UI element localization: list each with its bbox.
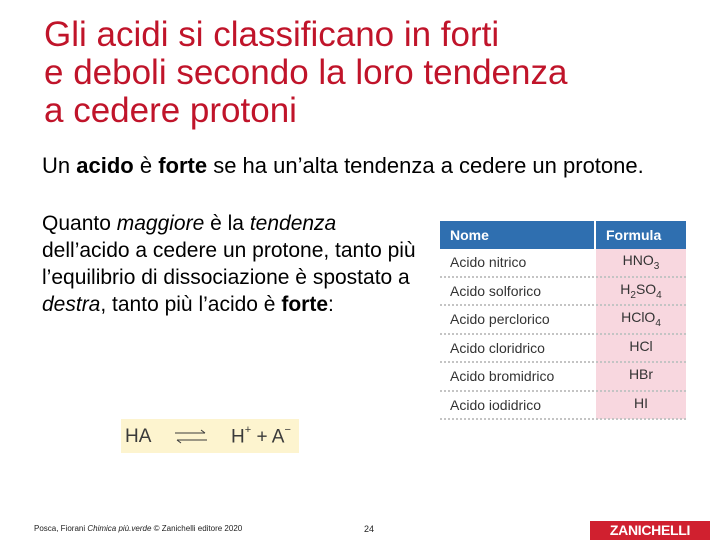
acid-formula: HCl xyxy=(595,334,686,363)
table-row xyxy=(440,362,686,391)
acid-name: Acido iodidrico xyxy=(440,391,595,420)
para-text: , tanto più l’acido è xyxy=(100,293,282,316)
table-header-row xyxy=(440,221,686,249)
zanichelli-logo: ZANICHELLI xyxy=(590,521,710,540)
acid-formula: HBr xyxy=(595,362,686,391)
para-text: dell’acido a cedere un protone, tanto più l’equilibrio di dissociazione è spostato a xyxy=(42,239,416,289)
table-row xyxy=(440,391,686,420)
equation-h-charge: + xyxy=(244,424,252,436)
intro-bold-acido: acido xyxy=(76,153,134,178)
para-bold-forte: forte xyxy=(281,293,328,316)
table-row xyxy=(440,305,686,334)
title-line: e deboli secondo la loro tendenza xyxy=(44,53,568,92)
page-number: 24 xyxy=(364,524,375,534)
footer-book-title: Chimica più.verde xyxy=(87,524,152,533)
column-header-formula: Formula xyxy=(595,221,686,249)
footer-publisher: © Zanichelli editore 2020 xyxy=(151,524,243,533)
intro-text: se ha un’alta tendenza a cedere un protone. xyxy=(207,153,644,178)
equation-reactant: HA xyxy=(125,426,152,447)
intro-sentence xyxy=(42,153,644,179)
table-row xyxy=(440,249,686,277)
equation-a-charge: − xyxy=(284,424,291,436)
para-text: : xyxy=(328,293,334,316)
equilibrium-arrows-icon xyxy=(171,425,211,447)
acid-formula: HClO$_4$ xyxy=(595,305,686,334)
title-line: a cedere protoni xyxy=(44,91,297,130)
acid-formula: HI xyxy=(595,391,686,420)
equation-h: H xyxy=(231,426,245,448)
acid-formula: $H_2SO_4$ xyxy=(595,277,686,306)
acid-name: Acido nitrico xyxy=(440,249,595,277)
para-italic-tendenza: tendenza xyxy=(249,212,337,235)
equation-anion: + A xyxy=(251,426,285,448)
slide-title xyxy=(44,16,704,130)
intro-text: è xyxy=(133,153,159,178)
intro-text: Un xyxy=(42,153,77,178)
explanation-paragraph xyxy=(42,210,417,318)
table-row xyxy=(440,277,686,306)
table-row xyxy=(440,334,686,363)
column-header-nome: Nome xyxy=(440,221,595,249)
intro-bold-forte: forte xyxy=(158,153,208,178)
acid-formula: $HNO_3$ xyxy=(595,249,686,277)
acid-name: Acido bromidrico xyxy=(440,362,595,391)
title-line: Gli acidi si classificano in forti xyxy=(44,15,500,54)
para-italic-destra: destra xyxy=(42,293,101,316)
footer-credits xyxy=(34,524,242,533)
equation-products xyxy=(231,426,291,448)
acid-name: Acido cloridrico xyxy=(440,334,595,363)
para-text: è la xyxy=(204,212,250,235)
strong-acids-table xyxy=(440,221,686,420)
dissociation-equation xyxy=(121,419,299,453)
acid-name: Acido solforico xyxy=(440,277,595,306)
acid-name: Acido perclorico xyxy=(440,305,595,334)
para-text: Quanto xyxy=(42,212,117,235)
footer-authors: Posca, Fiorani xyxy=(34,524,88,533)
para-italic-maggiore: maggiore xyxy=(116,212,205,235)
